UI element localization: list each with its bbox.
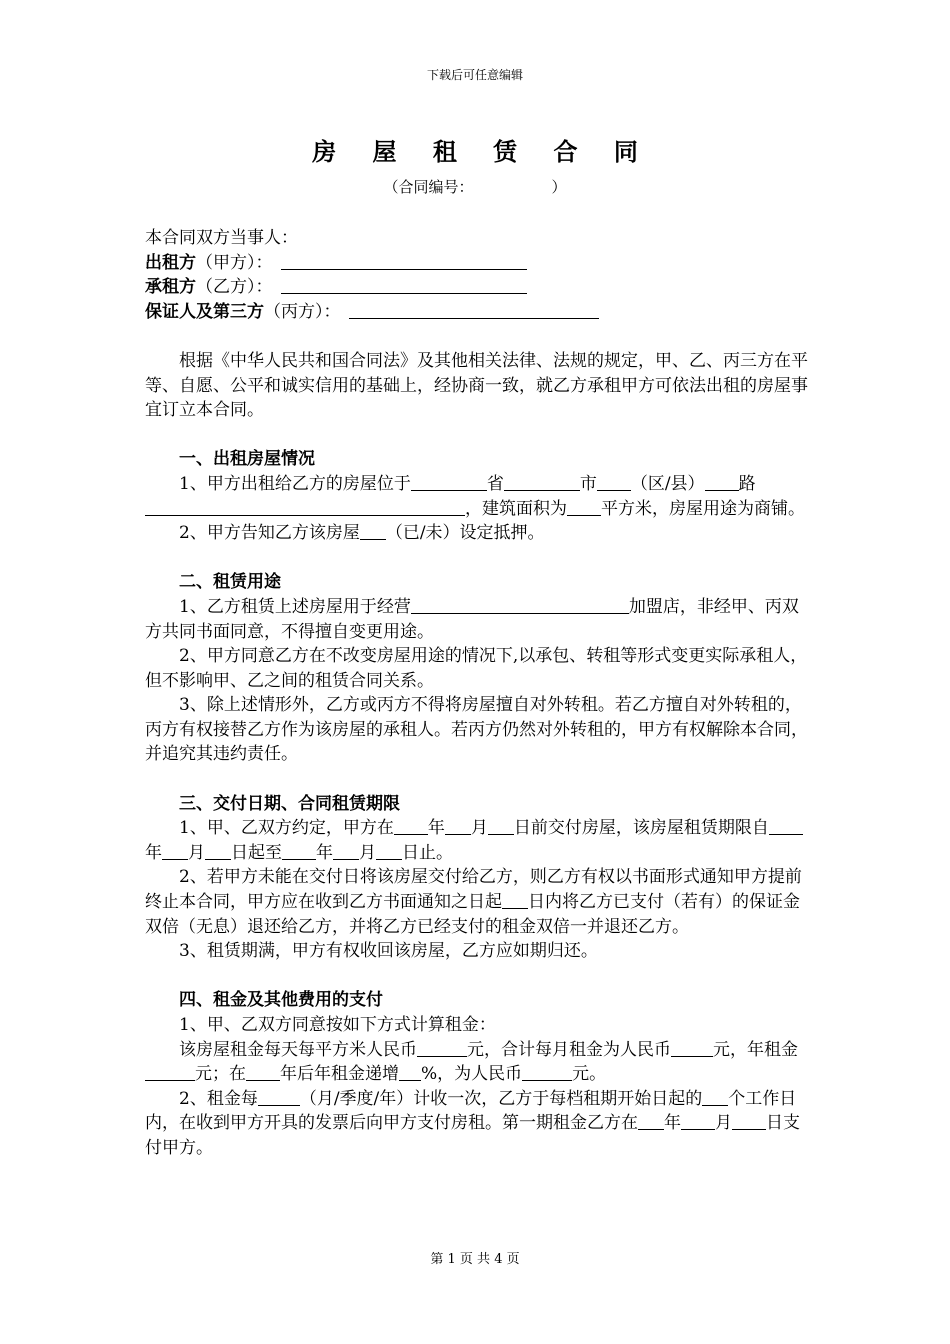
page-footer: 第 1 页 共 4 页 <box>430 1252 520 1267</box>
section-2-clause-1: 1、乙方租赁上述房屋用于经营 加盟店，非经甲、丙双方共同书面同意，不得擅自变更用途。 <box>145 596 799 642</box>
section-3-title: 三、交付日期、合同租赁期限 <box>179 793 400 814</box>
section-1-title: 一、出租房屋情况 <box>179 449 315 470</box>
section-4-clause-2: 2、租金每 （月/季度/年）计收一次，乙方于每档租期开始日起的 个工作日内，在收到甲方开具的发票后向甲方支付房租。第一期租金乙方在 年 月 日支付甲方。 <box>145 1088 800 1158</box>
section-3-clause-2: 2、若甲方未能在交付日将该房屋交付给乙方，则乙方有权以书面形式通知甲方提前终止本合同，甲方应在收到乙方书面通知之日起 日内将乙方已支付（若有）的保证金双倍（无息）退还给乙方，并将乙方已经支付的租金双倍一并退还乙方。 <box>145 867 802 937</box>
section-2-clause-2: 2、甲方同意乙方在不改变房屋用途的情况下,以承包、转租等形式变更实际承租人，但不影响甲、乙之间的租赁合同关系。 <box>145 646 808 691</box>
page-header-note: 下载后可任意编辑 <box>426 68 523 82</box>
parties-intro: 本合同双方当事人： <box>145 228 298 248</box>
contract-number: （合同编号： ） <box>383 178 567 196</box>
lessee-blank[interactable] <box>281 275 527 294</box>
section-4-rent-calc: 该房屋租金每天每平方米人民币 元，合计每月租金为人民币 元，年租金元；在 年后年租金递增 %，为人民币 元。 <box>145 1038 810 1087</box>
lessor-blank[interactable] <box>281 251 527 270</box>
section-3-clause-3: 3、租赁期满，甲方有权收回该房屋，乙方应如期归还。 <box>179 941 598 962</box>
document-title: 房 屋 租 赁 合 同 <box>312 137 652 166</box>
preamble: 根据《中华人民共和国合同法》及其他相关法律、法规的规定，甲、乙、丙三方在平等、自愿、公平和诚实信用的基础上，经协商一致，就乙方承租甲方可依法出租的房屋事宜订立本合同。 <box>145 350 808 421</box>
guarantor-blank[interactable] <box>349 300 599 319</box>
section-1-clause-1: 1、甲方出租给乙方的房屋位于 省 市 （区/县） 路，建筑面积为 平方米，房屋用途为商铺。 <box>145 472 810 521</box>
section-4-clause-1: 1、甲、乙双方同意按如下方式计算租金： <box>179 1015 496 1035</box>
section-1-clause-2: 2、甲方告知乙方该房屋 （已/未）设定抵押。 <box>179 523 545 544</box>
section-3-clause-1: 1、甲、乙双方约定，甲方在 年 月 日前交付房屋，该房屋租赁期限自年 月 日起至 年 月 日止。 <box>145 816 810 865</box>
section-2-clause-3: 3、除上述情形外，乙方或丙方不得将房屋擅自对外转租。若乙方擅自对外转租的，丙方有权接替乙方作为该房屋的承租人。若丙方仍然对外转租的，甲方有权解除本合同，并追究其违约责任。 <box>145 695 808 765</box>
contract-body <box>145 226 810 1161</box>
party-lessee: 承租方（乙方）： <box>145 275 810 300</box>
party-lessor: 出租方（甲方）： <box>145 251 810 276</box>
party-guarantor: 保证人及第三方（丙方）： <box>145 300 810 325</box>
section-4-title: 四、租金及其他费用的支付 <box>179 990 383 1011</box>
section-2-title: 二、租赁用途 <box>179 572 281 593</box>
